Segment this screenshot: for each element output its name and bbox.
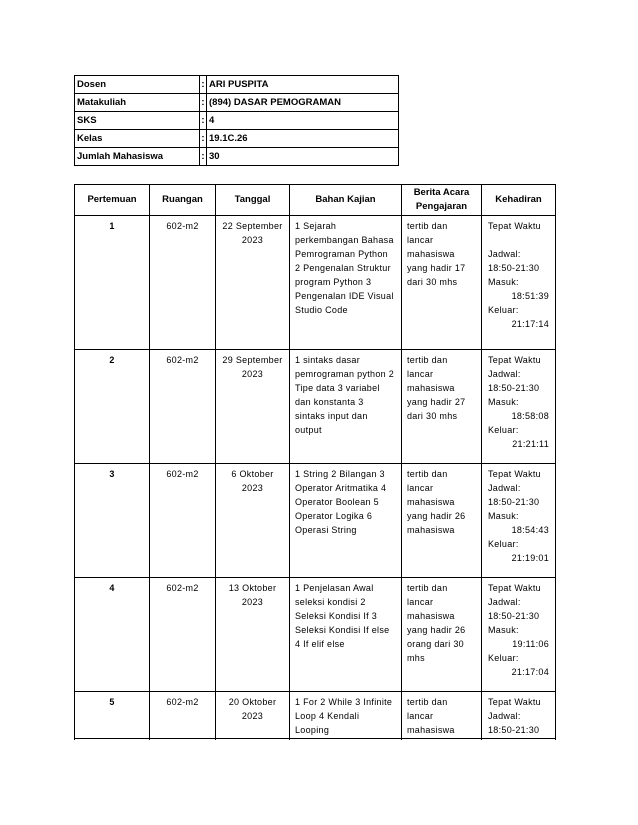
jadwal-value: 18:50-21:30 — [488, 263, 540, 273]
masuk-value: 19:11:06 — [512, 639, 549, 649]
info-colon: : — [200, 112, 207, 130]
cell-ruangan: 602-m2 — [150, 350, 216, 464]
jadwal-label: Jadwal: — [488, 369, 521, 379]
attendance-status: Tepat Waktu — [488, 469, 541, 479]
attendance-status: Tepat Waktu — [488, 583, 541, 593]
cell-bahan-kajian: 1 For 2 While 3 Infinite Loop 4 Kendali Looping — [290, 692, 402, 741]
cell-bahan-kajian: 1 Penjelasan Awal seleksi kondisi 2 Seleksi Kondisi If 3 Seleksi Kondisi If else 4 If elif else — [290, 578, 402, 692]
masuk-label: Masuk: — [488, 625, 519, 635]
cell-bahan-kajian: 1 String 2 Bilangan 3 Operator Aritmatika 4 Operator Boolean 5 Operator Logika 6 Operasi String — [290, 464, 402, 578]
cell-berita-acara: tertib dan lancar mahasiswa yang hadir 27 dari 30 mhs — [402, 350, 482, 464]
info-label: Kelas — [75, 130, 200, 148]
keluar-label: Keluar: — [488, 305, 519, 315]
cell-kehadiran — [482, 216, 556, 350]
cell-kehadiran — [482, 464, 556, 578]
jadwal-value: 18:50-21:30 — [488, 611, 540, 621]
info-colon: : — [200, 76, 207, 94]
keluar-value: 21:17:04 — [511, 667, 549, 677]
cell-ruangan: 602-m2 — [150, 692, 216, 741]
masuk-value: 18:51:39 — [511, 291, 549, 301]
cell-ruangan: 602-m2 — [150, 216, 216, 350]
cell-tanggal: 29 September 2023 — [216, 350, 290, 464]
jadwal-value: 18:50-21:30 — [488, 725, 540, 735]
cell-tanggal: 6 Oktober 2023 — [216, 464, 290, 578]
table-row — [75, 578, 556, 692]
attendance-status: Tepat Waktu — [488, 355, 541, 365]
info-label: Jumlah Mahasiswa — [75, 148, 200, 166]
masuk-value: 18:54:43 — [511, 525, 549, 535]
keluar-label: Keluar: — [488, 653, 519, 663]
masuk-label: Masuk: — [488, 277, 519, 287]
jadwal-label: Jadwal: — [488, 597, 521, 607]
header-berita-acara: Berita Acara Pengajaran — [402, 185, 482, 216]
keluar-label: Keluar: — [488, 539, 519, 549]
info-value: 30 — [207, 148, 399, 166]
spacer — [488, 233, 549, 247]
info-colon: : — [200, 148, 207, 166]
attendance-table — [74, 184, 556, 740]
cell-kehadiran — [482, 692, 556, 741]
header-ruangan: Ruangan — [150, 185, 216, 216]
table-row — [75, 692, 556, 741]
cell-tanggal: 13 Oktober 2023 — [216, 578, 290, 692]
keluar-value: 21:17:14 — [511, 319, 549, 329]
keluar-value: 21:19:01 — [511, 553, 549, 563]
cell-berita-acara: tertib dan lancar mahasiswa yang hadir 26 orang dari 30 mhs — [402, 578, 482, 692]
info-value: 4 — [207, 112, 399, 130]
cell-bahan-kajian: 1 Sejarah perkembangan Bahasa Pemrograman Python 2 Pengenalan Struktur program Python 3 Pengenalan IDE Visual Studio Code — [290, 216, 402, 350]
masuk-label: Masuk: — [488, 511, 519, 521]
cell-ruangan: 602-m2 — [150, 578, 216, 692]
table-row — [75, 350, 556, 464]
cell-pertemuan: 2 — [75, 350, 150, 464]
attendance-status: Tepat Waktu — [488, 221, 541, 231]
header-kehadiran: Kehadiran — [482, 185, 556, 216]
jadwal-label: Jadwal: — [488, 483, 521, 493]
table-bottom-border — [74, 738, 555, 739]
table-row — [75, 216, 556, 350]
cell-berita-acara: tertib dan lancar mahasiswa yang hadir 26 mahasiswa — [402, 464, 482, 578]
jadwal-label: Jadwal: — [488, 249, 521, 259]
cell-pertemuan: 5 — [75, 692, 150, 741]
attendance-status: Tepat Waktu — [488, 697, 541, 707]
cell-berita-acara: tertib dan lancar mahasiswa yang hadir 17 dari 30 mhs — [402, 216, 482, 350]
table-row — [75, 464, 556, 578]
cell-pertemuan: 3 — [75, 464, 150, 578]
keluar-label: Keluar: — [488, 425, 519, 435]
cell-berita-acara: tertib dan lancar mahasiswa — [402, 692, 482, 741]
cell-pertemuan: 4 — [75, 578, 150, 692]
info-value: (894) DASAR PEMOGRAMAN — [207, 94, 399, 112]
header-pertemuan: Pertemuan — [75, 185, 150, 216]
cell-kehadiran — [482, 578, 556, 692]
jadwal-value: 18:50-21:30 — [488, 383, 540, 393]
masuk-value: 18:58:08 — [511, 411, 549, 421]
cell-tanggal: 20 Oktober 2023 — [216, 692, 290, 741]
header-bahan-kajian: Bahan Kajian — [290, 185, 402, 216]
cell-tanggal: 22 September 2023 — [216, 216, 290, 350]
info-value: 19.1C.26 — [207, 130, 399, 148]
header-tanggal: Tanggal — [216, 185, 290, 216]
info-label: Dosen — [75, 76, 200, 94]
masuk-label: Masuk: — [488, 397, 519, 407]
jadwal-value: 18:50-21:30 — [488, 497, 540, 507]
info-colon: : — [200, 130, 207, 148]
cell-bahan-kajian: 1 sintaks dasar pemrograman python 2 Tipe data 3 variabel dan konstanta 3 sintaks input dan output — [290, 350, 402, 464]
info-label: SKS — [75, 112, 200, 130]
table-header-row — [75, 185, 556, 216]
cell-kehadiran — [482, 350, 556, 464]
info-value: ARI PUSPITA — [207, 76, 399, 94]
cell-pertemuan: 1 — [75, 216, 150, 350]
jadwal-label: Jadwal: — [488, 711, 521, 721]
info-label: Matakuliah — [75, 94, 200, 112]
cell-ruangan: 602-m2 — [150, 464, 216, 578]
info-colon: : — [200, 94, 207, 112]
keluar-value: 21:21:11 — [512, 439, 549, 449]
